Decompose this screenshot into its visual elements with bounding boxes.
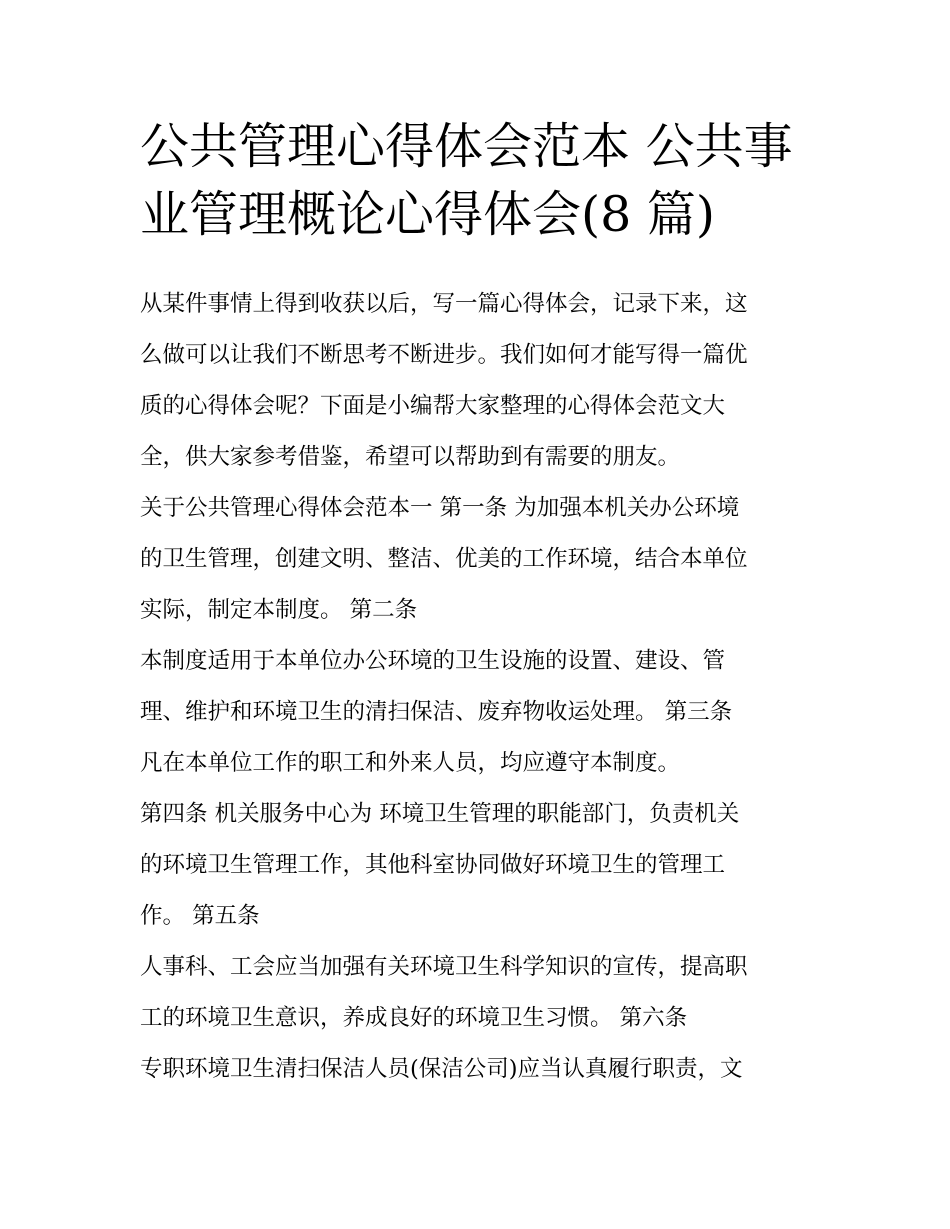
body-line: 理、维护和环境卫生的清扫保洁、废弃物收运处理。 第三条 [140,699,733,725]
body-line: 作。 第五条 [140,903,260,929]
body-line: 么做可以让我们不断思考不断进步。我们如何才能写得一篇优 [140,342,748,368]
body-line: 实际，制定本制度。 第二条 [140,597,418,623]
document-title [140,113,820,249]
body-line: 从某件事情上得到收获以后，写一篇心得体会，记录下来，这 [140,291,748,317]
body-line: 质的心得体会呢？下面是小编帮大家整理的心得体会范文大 [140,393,726,419]
body-line: 工的环境卫生意识，养成良好的环境卫生习惯。 第六条 [140,1005,688,1031]
body-line: 第四条 机关服务中心为 环境卫生管理的职能部门，负责机关 [140,801,740,827]
body-line: 的环境卫生管理工作，其他科室协同做好环境卫生的管理工 [140,852,726,878]
title-line: 业管理概论心得体会(8 篇) [140,186,715,243]
body-line: 全，供大家参考借鉴，希望可以帮助到有需要的朋友。 [140,444,681,470]
body-line: 关于公共管理心得体会范本一 第一条 为加强本机关办公环境 [140,495,740,521]
body-line: 人事科、工会应当加强有关环境卫生科学知识的宣传，提高职 [140,954,748,980]
body-line: 凡在本单位工作的职工和外来人员，均应遵守本制度。 [140,750,681,776]
body-line: 的卫生管理，创建文明、整洁、优美的工作环境，结合本单位 [140,546,748,572]
document-body [140,279,830,1095]
body-line: 专职环境卫生清扫保洁人员(保洁公司)应当认真履行职责，文 [140,1056,743,1082]
body-line: 本制度适用于本单位办公环境的卫生设施的设置、建设、管 [140,648,726,674]
title-line: 公共管理心得体会范本 公共事 [140,118,793,175]
